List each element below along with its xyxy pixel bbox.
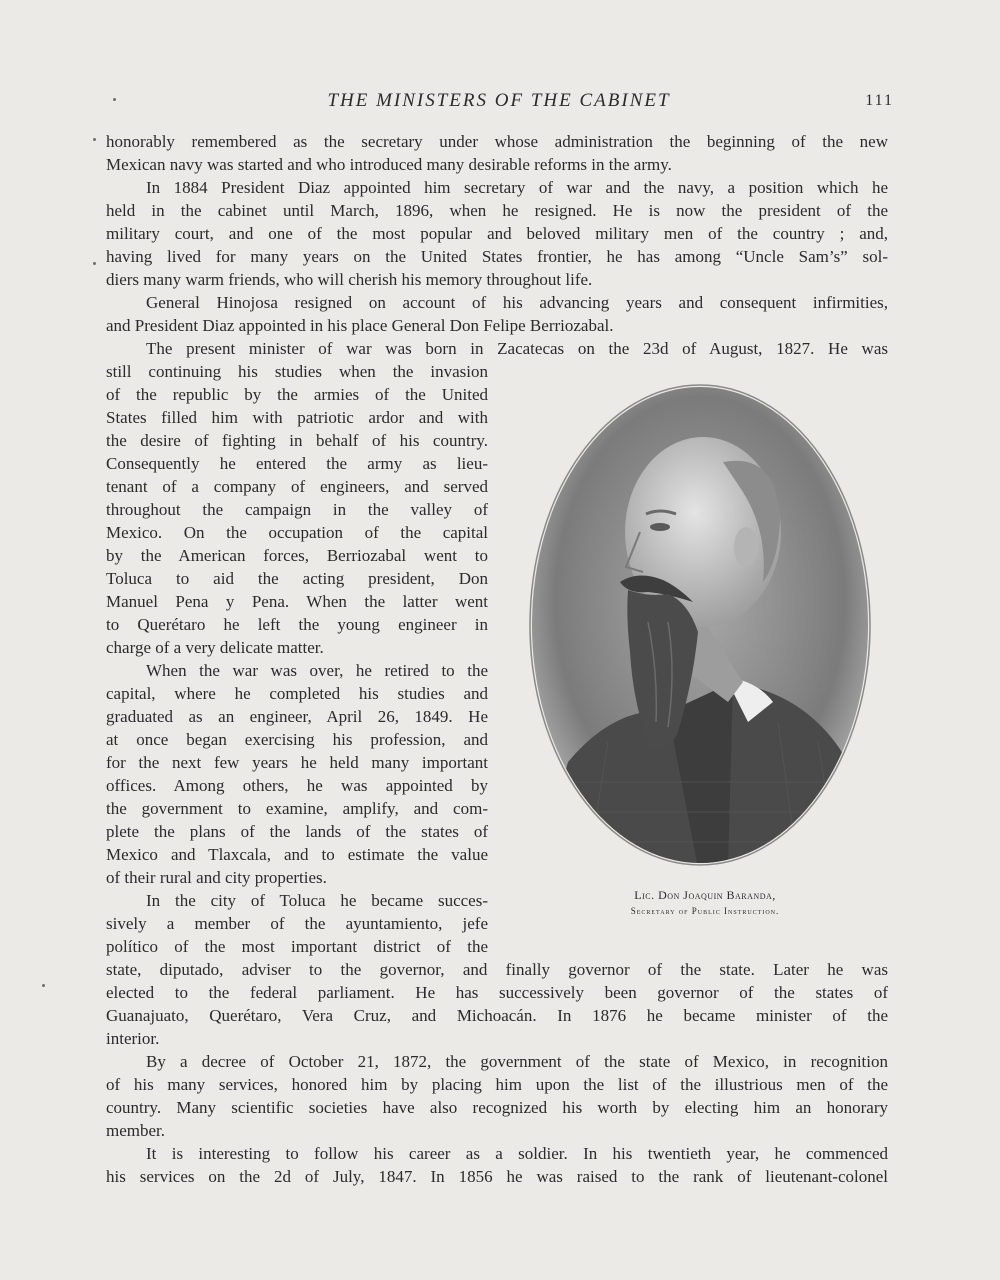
text-line: the desire of fighting in behalf of his country. [106,431,488,450]
text-line: for the next few years he held many important [106,753,488,772]
text-line: sively a member of the ayuntamiento, jefe [106,914,488,933]
text-line: held in the cabinet until March, 1896, when he resigned. He is now the president of the [106,201,888,220]
text-line: The present minister of war was born in Zacatecas on the 23d of August, 1827. He was [146,339,888,358]
running-title: THE MINISTERS OF THE CABINET [327,90,671,111]
portrait-caption-role [580,906,830,916]
text-line: state, diputado, adviser to the governor, and finally governor of the state. Later he was [106,960,888,979]
text-line: throughout the campaign in the valley of [106,500,488,519]
text-line: offices. Among others, he was appointed by [106,776,488,795]
text-line: still continuing his studies when the invasion [106,362,488,381]
text-line: plete the plans of the lands of the states of [106,822,488,841]
caption-name-text: Lic. Don Joaquin Baranda, [634,888,776,902]
text-line: By a decree of October 21, 1872, the government of the state of Mexico, in recognition [146,1052,888,1071]
text-line: by the American forces, Berriozabal went to [106,546,488,565]
text-line: member. [106,1121,166,1140]
text-line: interior. [106,1029,160,1048]
text-line: of the republic by the armies of the United [106,385,488,404]
print-speck [93,262,96,265]
text-line: having lived for many years on the United States frontier, he has among “Uncle Sam’s” sol- [106,247,888,266]
text-line: country. Many scientific societies have also recognized his worth by electing him an honorary [106,1098,888,1117]
print-speck [42,984,45,987]
text-line: elected to the federal parliament. He has successively been governor of the states of [106,983,888,1002]
portrait-engraving [528,382,872,868]
text-line: military court, and one of the most popular and beloved military men of the country ; and, [106,224,888,243]
portrait-caption-name [580,888,830,903]
text-line: of his many services, honored him by placing him upon the list of the illustrious men of the [106,1075,888,1094]
text-line: Mexico. On the occupation of the capital [106,523,488,542]
text-line: When the war was over, he retired to the [146,661,488,680]
text-line: Mexican navy was started and who introduced many desirable reforms in the army. [106,155,672,174]
page-number: 111 [865,92,894,109]
text-line: In the city of Toluca he became succes- [146,891,488,910]
text-line: diers many warm friends, who will cherish his memory throughout life. [106,270,593,289]
text-line: Consequently he entered the army as lieu- [106,454,488,473]
text-line: to Querétaro he left the young engineer in [106,615,488,634]
text-line: General Hinojosa resigned on account of his advancing years and consequent infirmities, [146,293,888,312]
print-speck [93,138,96,141]
text-line: charge of a very delicate matter. [106,638,324,657]
running-head [104,88,894,116]
text-line: Mexico and Tlaxcala, and to estimate the value [106,845,488,864]
text-line: the government to examine, amplify, and com- [106,799,488,818]
text-line: político of the most important district of the [106,937,488,956]
print-speck [113,98,116,101]
text-line: capital, where he completed his studies and [106,684,488,703]
text-line: his services on the 2d of July, 1847. In 1856 he was raised to the rank of lieutenant-colonel [106,1167,888,1186]
text-line: Toluca to aid the acting president, Don [106,569,488,588]
text-line: States filled him with patriotic ardor and with [106,408,488,427]
text-line: of their rural and city properties. [106,868,327,887]
text-line: graduated as an engineer, April 26, 1849. He [106,707,488,726]
text-line: Manuel Pena y Pena. When the latter went [106,592,488,611]
text-line: and President Diaz appointed in his place General Don Felipe Berriozabal. [106,316,614,335]
text-line: In 1884 President Diaz appointed him secretary of war and the navy, a position which he [146,178,888,197]
text-line: at once began exercising his profession, and [106,730,488,749]
text-line: tenant of a company of engineers, and served [106,477,488,496]
text-line: honorably remembered as the secretary under whose administration the beginning of the new [106,132,888,151]
caption-role-text: Secretary of Public Instruction. [630,906,780,916]
text-line: It is interesting to follow his career as a soldier. In his twentieth year, he commenced [146,1144,888,1163]
text-line: Guanajuato, Querétaro, Vera Cruz, and Michoacán. In 1876 he became minister of the [106,1006,888,1025]
